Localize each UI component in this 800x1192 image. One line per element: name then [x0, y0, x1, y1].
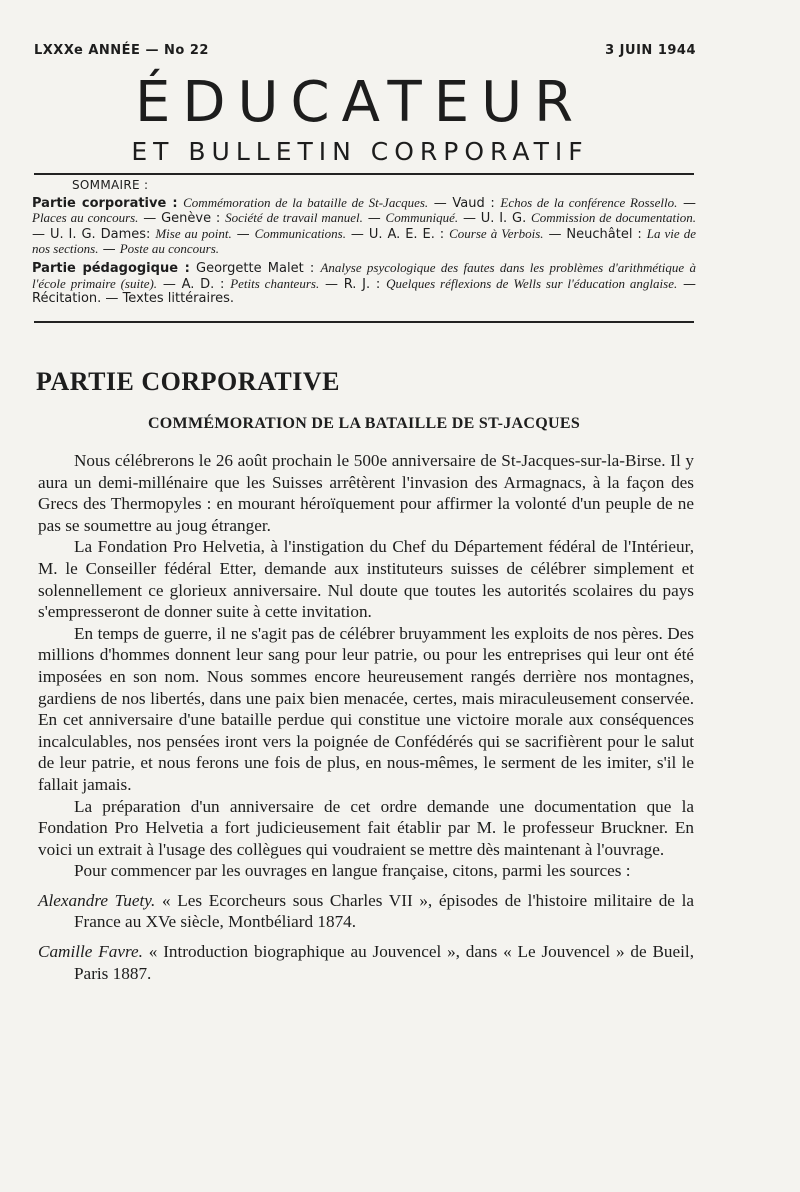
paragraph: Nous célébrerons le 26 août prochain le 500e anniversaire de St-Jacques-sur-la-Birse. Il y aura un demi-millénaire que les Suisses arrêtèrent l'invasion des Armagnacs, à la façon des Grecs des Thermopyles : en mourant héroïquement pour affirmer la volonté d'un peuple de ne pas se soumettre au joug étranger.	[38, 451, 694, 535]
toc-entry: —	[362, 211, 386, 227]
issue-date: 3 JUIN 1944	[605, 43, 696, 58]
source-text: « Introduction biographique au Jouvencel », dans « Le Jouvencel » de Bueil, Paris 1887.	[74, 942, 695, 983]
source-entry	[38, 941, 694, 984]
toc-section-pedagogique	[32, 261, 696, 307]
top-rule	[34, 173, 694, 175]
toc-section-label: Partie pédagogique :	[32, 260, 190, 276]
toc-entry: —	[428, 195, 453, 211]
toc-entry: — Récitation. — Textes littéraires.	[32, 276, 696, 307]
source-text: « Les Ecorcheurs sous Charles VII », épisodes de l'histoire militaire de la France au XVe siècle, Montbéliard 1874.	[74, 890, 694, 932]
article-title: COMMÉMORATION DE LA BATAILLE DE ST-JACQUES	[147, 415, 581, 432]
toc-entry: :	[484, 195, 501, 211]
toc-entry: Communiqué.	[385, 210, 459, 226]
paragraph: La préparation d'un anniversaire de cet ordre demande une documentation que la Fondation Pro Helvetia a fort judicieusement fait établir par M. le professeur Bruckner. En voici un extrait à l'usage des collègues qui voudraient se mettre dès maintenant à l'ouvrage.	[38, 796, 694, 859]
toc-entry: —	[231, 226, 255, 242]
paragraph: La Fondation Pro Helvetia, à l'instigation du Chef du Département fédéral de l'Intérieur, M. le Conseiller fédéral Etter, demande aux instituteurs suisses de célébrer simplement et solennellement ce glorieux anniversaire. Nul doute que toutes les autorités scolaires du pays s'empresseront de donner suite à cette invitation.	[38, 537, 694, 622]
toc-entry: — Neuchâtel :	[543, 226, 647, 242]
toc-entry: — R. J. :	[319, 276, 387, 292]
toc-entry: Echos de la conférence Rossello.	[500, 194, 678, 210]
source-author: Alexandre Tuety.	[38, 890, 156, 910]
toc-entry: La vie de nos sections.	[32, 225, 697, 257]
issue-number: LXXXe ANNÉE — No 22	[34, 43, 209, 58]
toc-entry: Vaud	[452, 195, 485, 211]
toc-entry: — A. D. :	[157, 276, 231, 292]
toc-entry: Georgette Malet :	[196, 260, 321, 276]
toc-entry: Analyse psycologique des fautes dans les problèmes d'arithmétique à l'école primaire (suite).	[32, 259, 696, 291]
toc-entry: Commémoration de la bataille de St-Jacques.	[183, 194, 429, 210]
toc-entry: Société de travail manuel.	[225, 210, 363, 226]
toc-entry: Quelques réflexions de Wells sur l'éducation anglaise.	[386, 275, 678, 291]
source-author: Camille Favre.	[38, 942, 143, 962]
toc-entry: — U. A. E. E. :	[345, 226, 450, 242]
toc-entry: Commission de documentation.	[531, 210, 696, 226]
toc-section-label: Partie corporative :	[32, 195, 178, 211]
toc-entry: Communications.	[254, 225, 346, 241]
paragraph: Pour commencer par les ouvrages en langue française, citons, parmi les sources :	[74, 861, 631, 881]
toc-heading: SOMMAIRE :	[72, 178, 149, 192]
toc-entry: — U. I. G. Dames:	[32, 226, 156, 242]
source-entry	[38, 890, 694, 933]
section-heading: PARTIE CORPORATIVE	[36, 367, 340, 396]
paragraph: En temps de guerre, il ne s'agit pas de célébrer bruyamment les exploits de nos pères. Des millions d'hommes donnent leur sang pour leur patrie, ou pour les entreprises qui leur ont été imposées en son nom. Nous sommes encore heureusement rangés derrière nos montagnes, gardiens de nos libertés, dans une paix bien menacée, certes, mais miraculeusement conservée. En cet anniversaire d'une bataille perdue qui constitue une victoire morale aux conséquences incalculables, nos pensées iront vers la poignée de Confédérés qui se sacrifièrent pour le salut de leur patrie, et nous ferons une fois de plus, en nous-mêmes, le serment de les imiter, s'il le fallait jamais.	[38, 623, 694, 794]
toc-entry: Course à Verbois.	[449, 225, 544, 241]
toc-section-corporative	[32, 196, 696, 258]
journal-subtitle: ET BULLETIN CORPORATIF	[131, 137, 589, 166]
article-body	[38, 450, 694, 984]
toc-entry: Places au concours.	[32, 210, 139, 226]
table-of-contents	[32, 178, 696, 307]
toc-entry: — Genève :	[138, 211, 226, 227]
journal-title: ÉDUCATEUR	[134, 70, 586, 135]
toc-entry: Petits chanteurs.	[230, 275, 320, 291]
toc-entry: Mise au point.	[155, 225, 232, 241]
toc-entry: —	[98, 242, 120, 258]
bottom-rule	[34, 321, 694, 323]
toc-entry: Poste au concours.	[119, 241, 220, 257]
toc-entry: — U. I. G.	[458, 211, 532, 227]
toc-entry: —	[677, 195, 696, 211]
